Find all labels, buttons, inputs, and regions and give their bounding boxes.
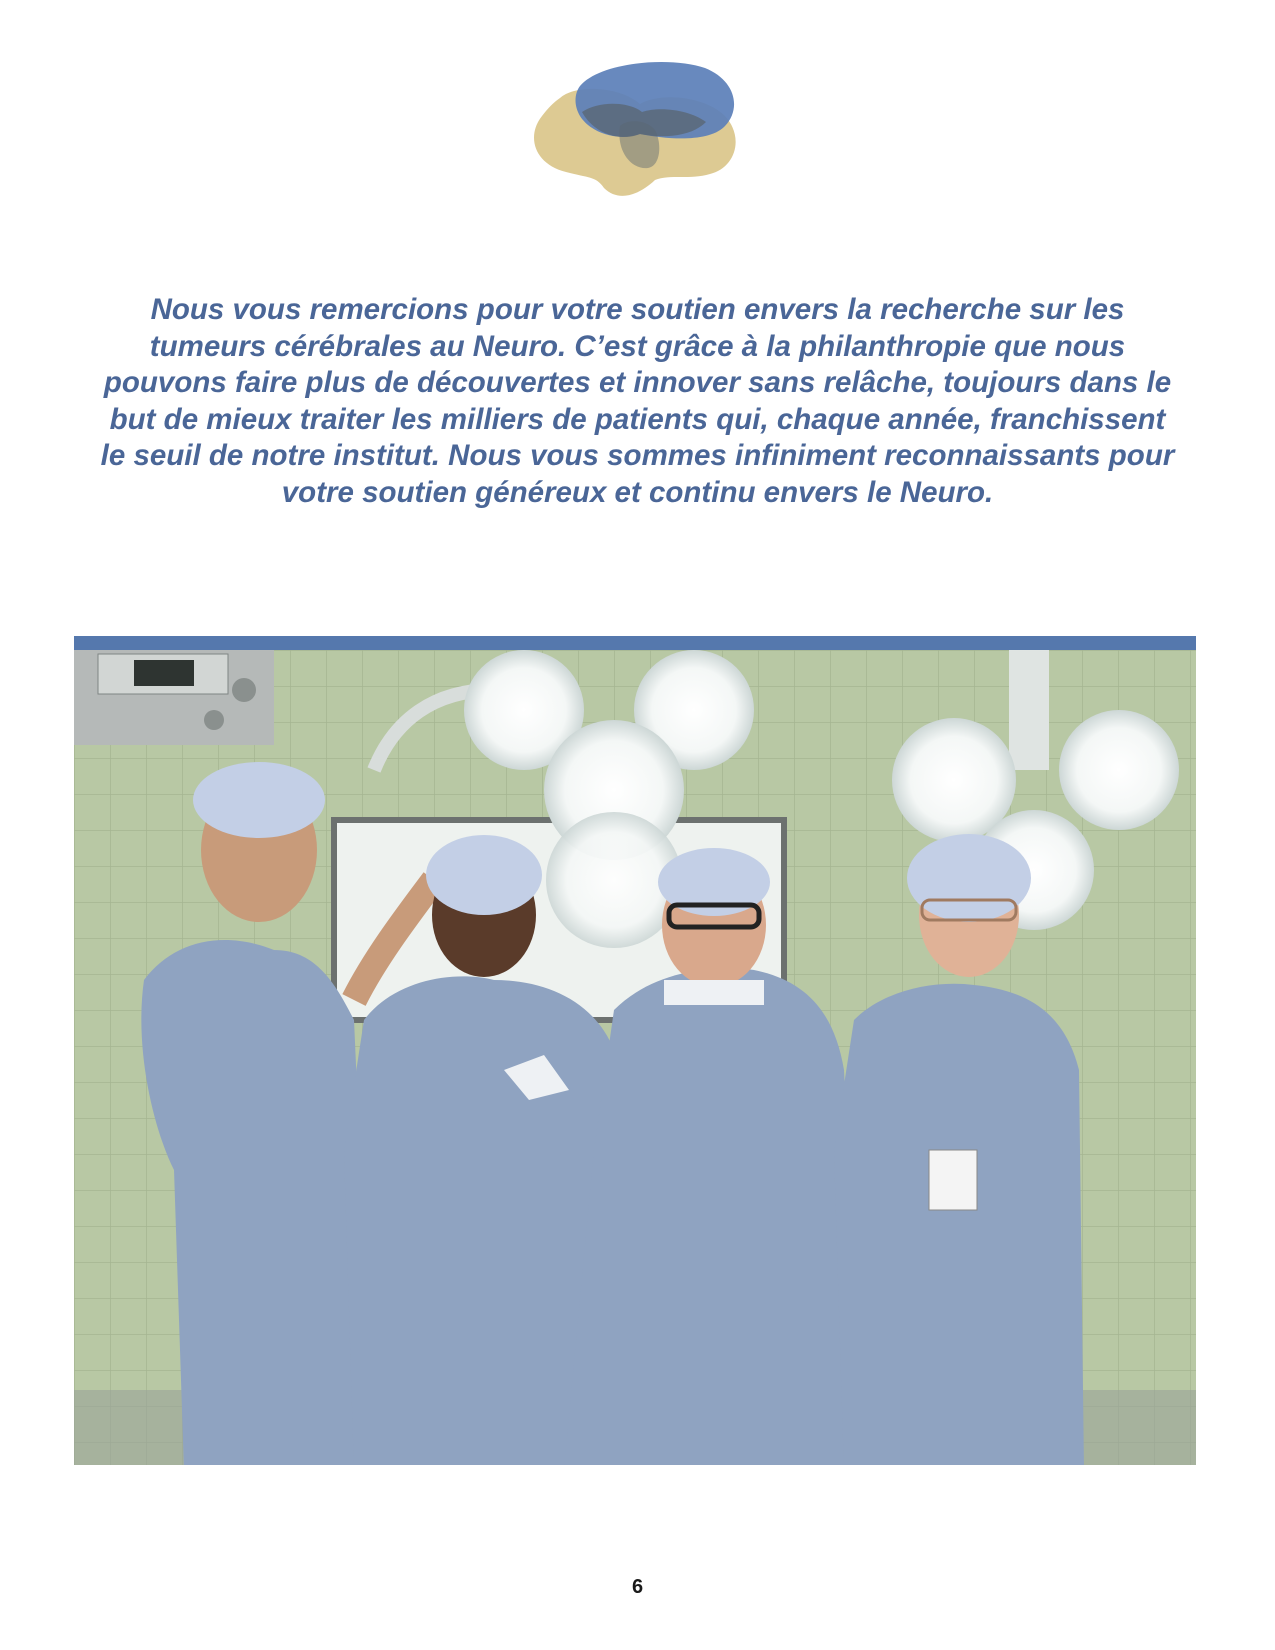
photo-frame — [74, 636, 1196, 1465]
photo-top-bar — [74, 636, 1196, 650]
brain-logo-icon — [520, 56, 750, 198]
team-photo — [74, 650, 1196, 1465]
page-number: 6 — [631, 1576, 644, 1598]
wall-equipment — [74, 650, 274, 745]
thank-you-message: Nous vous remercions pour votre soutien envers la recherche sur les tumeurs cérébrales au Neuro. C’est grâce à la philanthropie que nous pouvons faire plus de découvertes et innover sans relâche, toujours dans le but de mieux traiter les milliers de patients qui, chaque année, franchissent le seuil de notre institut. Nous vous sommes infiniment reconnaissants pour votre soutien généreux et continu envers le Neuro. — [100, 293, 1175, 509]
